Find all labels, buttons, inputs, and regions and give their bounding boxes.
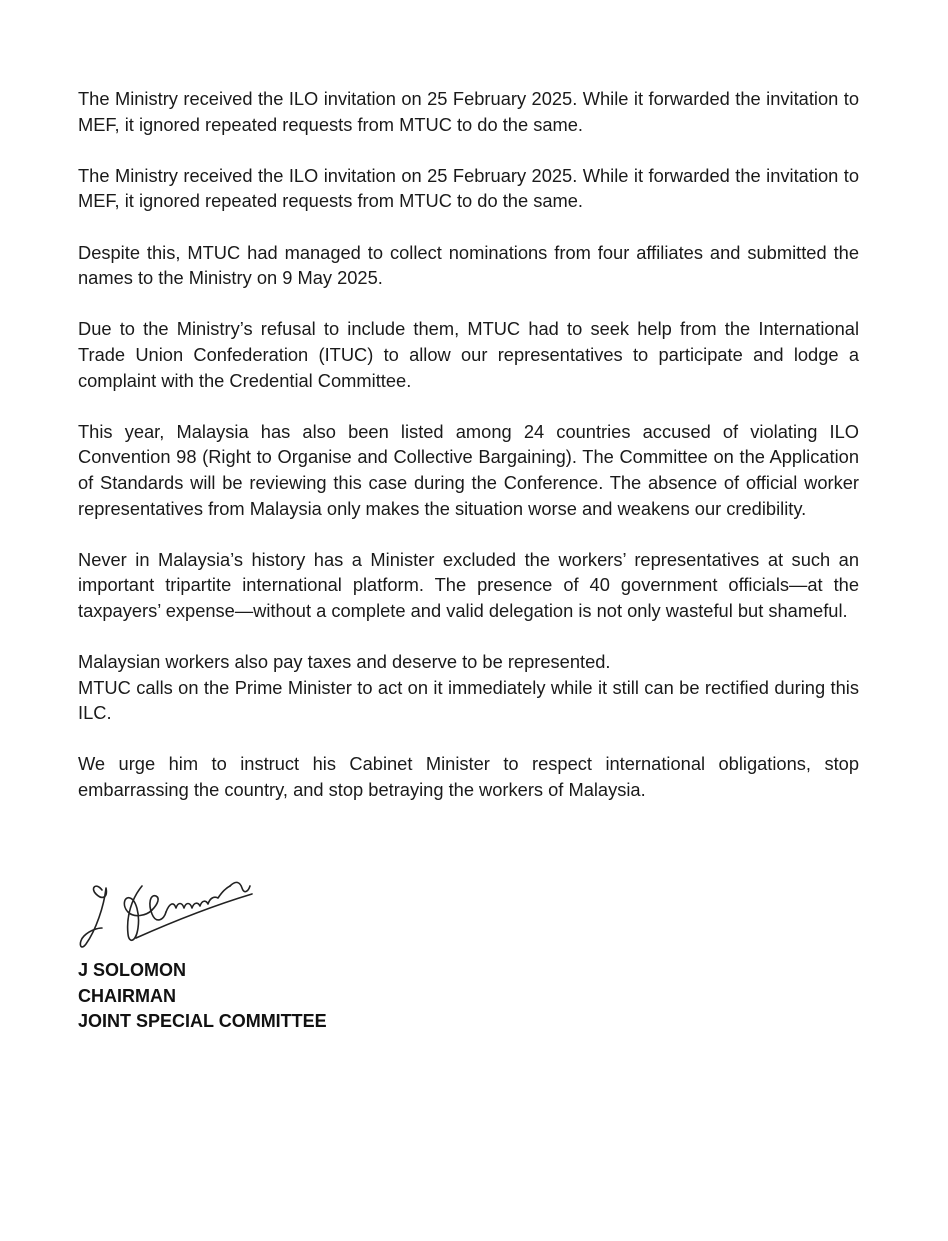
signatory-committee: JOINT SPECIAL COMMITTEE xyxy=(78,1011,327,1032)
paragraph-ituc-help: Due to the Ministry’s refusal to include them, MTUC had to seek help from the International Trade Union Confederation (ITUC) to allow our representatives to participate and lodge a complaint with the Credential Committee. xyxy=(78,318,859,391)
paragraph-urge: We urge him to instruct his Cabinet Minister to respect international obligations, stop embarrassing the country, and stop betraying the workers of Malaysia. xyxy=(78,753,859,801)
paragraph-prime-minister: MTUC calls on the Prime Minister to act on it immediately while it still can be rectified during this ILC. xyxy=(78,676,859,724)
paragraph-nominations: Despite this, MTUC had managed to collect nominations from four affiliates and submitted the names to the Ministry on 9 May 2025. xyxy=(78,241,859,289)
letter-body xyxy=(78,86,859,828)
signatory-name: J SOLOMON xyxy=(78,960,187,980)
handwritten-signature xyxy=(72,858,257,960)
paragraph-history: Never in Malaysia’s history has a Minister excluded the workers’ representatives at such an important tripartite international platform. The presence of 40 government officials—at the taxpayers’ expense—without a complete and valid delegation is not only wasteful but shameful. xyxy=(78,548,859,621)
signature-block xyxy=(78,958,327,1035)
paragraph-taxes: Malaysian workers also pay taxes and deserve to be represented. xyxy=(78,651,611,673)
paragraph-ilo-invitation-repeat: The Ministry received the ILO invitation on 25 February 2025. While it forwarded the invitation to MEF, it ignored repeated requests from MTUC to do the same. xyxy=(78,164,859,212)
paragraph-ilo-invitation: The Ministry received the ILO invitation on 25 February 2025. While it forwarded the invitation to MEF, it ignored repeated requests from MTUC to do the same. xyxy=(78,88,859,135)
paragraph-convention-98: This year, Malaysia has also been listed among 24 countries accused of violating ILO Convention 98 (Right to Organise and Collective Bargaining). The Committee on the Application of Standards will be reviewing this case during the Conference. The absence of official worker representatives from Malaysia only makes the situation worse and weakens our credibility. xyxy=(78,420,859,519)
signatory-title: CHAIRMAN xyxy=(78,985,176,1006)
